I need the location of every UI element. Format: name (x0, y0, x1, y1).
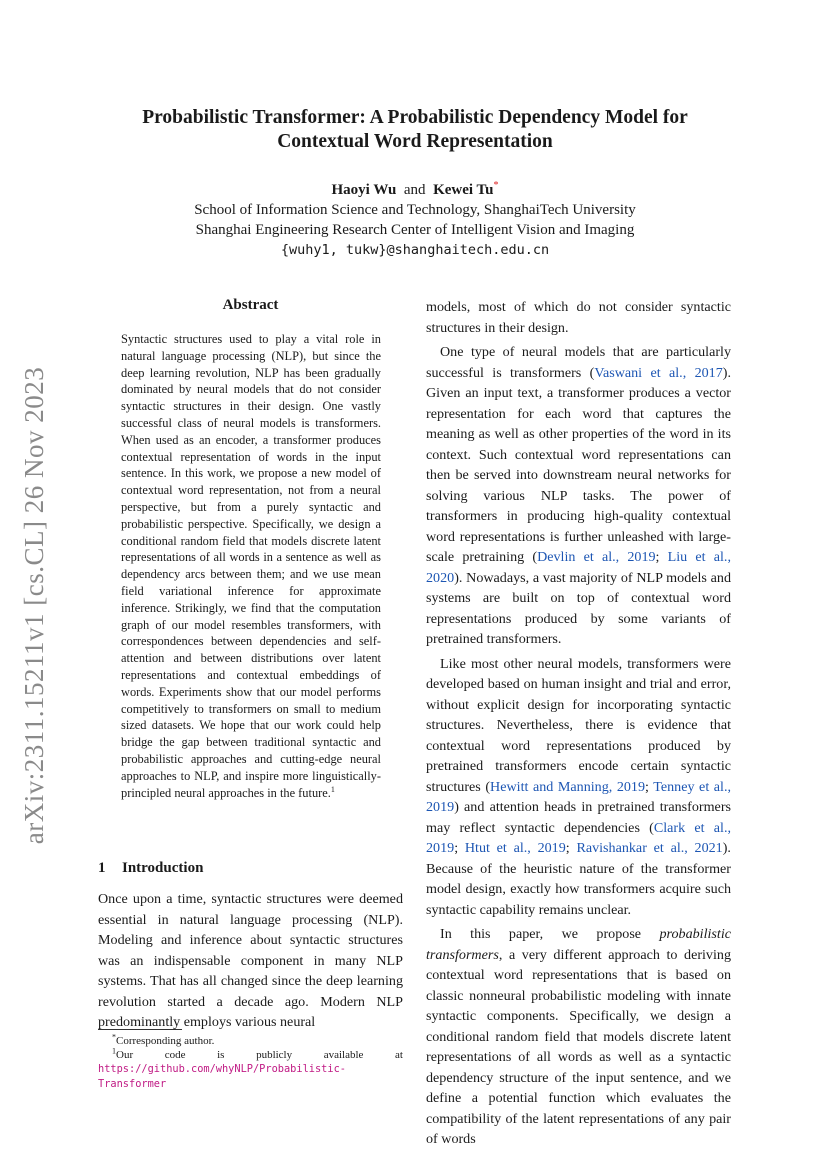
abstract-heading: Abstract (222, 297, 279, 313)
section-title: Introduction (122, 860, 204, 876)
title-line-1: Probabilistic Transformer: A Probabilistic Dependency Model for (142, 107, 688, 128)
p2-text-a: One type of neural models that are particularly successful is transformers ( (426, 344, 731, 381)
author-line (100, 176, 730, 200)
footnote-code-text: Our code is publicly available at (116, 1049, 403, 1062)
section-number: 1 (98, 860, 106, 876)
corresponding-mark[interactable]: * (493, 180, 499, 191)
intro-paragraph-left: Once upon a time, syntactic structures were deemed essential in natural language processing (NLP). Modeling and inference about syntactic structures was an indispensable component in many NLP systems. That has all changed since the deep learning revolution started a decade ago. Modern NLP predominantly employs various neural (98, 891, 403, 1030)
paper-title (100, 106, 730, 154)
footnotes (98, 1034, 403, 1091)
footnote-ref-1[interactable]: 1 (330, 784, 335, 794)
abstract-text: Syntactic structures used to play a vital role in natural language processing (NLP), but since the deep learning revolution, NLP has been gradually dominated by neural models that do not consider syntactic structures in their design. One vastly successful class of neural models is transformers. When used as an encoder, a transformer produces contextual representation of words in the input sentence. In this work, we propose a new model of contextual word representation, not from a neural perspective, but from a purely syntactic and probabilistic perspective. Specifically, we design a conditional random field that models discrete latent representations of all words in a sentence as well as dependency arcs between them; and we use mean field variational inference for approximate inference. Strikingly, we find that the computation graph of our model resembles transformers, with correspondences between dependencies and self-attention and between distributions over latent representations and contextual embeddings of words. Experiments show that our model performs competitively to transformers on small to medium sized datasets. We hope that our work could help bridge the gap between traditional syntactic and probabilistic approaches and cutting-edge neural approaches to NLP, and inspire more linguistically-principled neural approaches in the future. (121, 332, 381, 800)
right-paragraph-1: models, most of which do not consider syntactic structures in their design. (426, 299, 731, 336)
citation-link[interactable]: Clark et al., 2019 (426, 819, 731, 856)
right-column (426, 297, 731, 1154)
citation-link[interactable]: Ravishankar et al., 2021 (576, 840, 723, 856)
p4-emphasis: probabilistic transformers (426, 926, 731, 963)
abstract-body (121, 331, 381, 801)
affiliation-2: Shanghai Engineering Research Center of Intelligent Vision and Imaging (195, 222, 635, 238)
citation-link[interactable]: Vaswani et al., 2017 (594, 364, 723, 381)
citation-link[interactable]: Liu et al., 2020 (426, 549, 731, 586)
footnote-corresponding-text: Corresponding author. (116, 1035, 215, 1047)
citation-link[interactable]: Hewitt and Manning, 2019 (490, 778, 646, 795)
citation-sep: ; (645, 778, 654, 795)
title-line-2: Contextual Word Representation (277, 131, 553, 152)
section-heading-introduction (98, 860, 203, 877)
p3-text-b: ) and attention heads in pretrained transformers may reflect syntactic dependencies ( (426, 799, 731, 836)
author-email: {wuhy1, tukw}@shanghaitech.edu.cn (280, 242, 550, 258)
p2-text-b: ). Given an input text, a transformer produces a vector representation for each word that captures the meaning as well as other properties of the word in its context. Such contextual word representations can then be served into downstream neural networks for solving various NLP tasks. The power of transformers in producing high-quality contextual word representations is further unleashed with large-scale pretraining ( (426, 364, 731, 565)
p4-text-b: , a very different approach to deriving contextual word representations that is based on classic nonneural probabilistic modeling with innate syntactic components. Specifically, we design a conditional random field that models discrete latent representations of all words as well as a syntactic dependency structure of the input sentence, and we define a potential function which evaluates the compatibility of the latent representations of any pair of words (426, 946, 731, 1147)
right-paragraph-2 (426, 342, 731, 650)
citation-sep: ; (565, 840, 577, 856)
p2-text-c: ). Nowadays, a vast majority of NLP models and systems are built on top of contextual word representations produced by some variants of pretrained transformers. (426, 569, 731, 647)
footnote-corresponding (98, 1034, 403, 1048)
p3-text-c: ). Because of the heuristic nature of the transformer model design, exactly how transformers acquire such syntactic capability remains unclear. (426, 840, 731, 918)
p3-text-a: Like most other neural models, transformers were developed based on human insight and trial and error, without explicit design for incorporating syntactic structures. Nevertheless, there is evidence that contextual word representations produced by pretrained transformers encode certain syntactic structures ( (426, 655, 731, 795)
citation-sep: ; (655, 549, 668, 565)
footnote-code (98, 1048, 403, 1091)
author-1: Haoyi Wu (331, 182, 397, 198)
arxiv-identifier (14, 360, 56, 850)
author-2: Kewei Tu (433, 182, 494, 198)
citation-link[interactable]: Htut et al., 2019 (464, 840, 566, 856)
citation-sep: ; (454, 840, 465, 856)
author-block (100, 176, 730, 260)
p4-text-a: In this paper, we propose (440, 926, 660, 942)
affiliation-1: School of Information Science and Technology, ShanghaiTech University (194, 202, 636, 218)
right-paragraph-3 (426, 654, 731, 921)
footnote-rule (98, 1029, 182, 1030)
arxiv-identifier-text: arXiv:2311.15211v1 [cs.CL] 26 Nov 2023 (19, 366, 50, 844)
footnote-mark-star: * (112, 1032, 116, 1042)
right-paragraph-4 (426, 924, 731, 1150)
code-url-link[interactable]: https://github.com/whyNLP/Probabilistic-Transformer (98, 1063, 346, 1090)
author-and: and (403, 182, 426, 198)
footnote-mark-1: 1 (112, 1046, 116, 1056)
citation-link[interactable]: Tenney et al., 2019 (426, 778, 732, 815)
citation-link[interactable]: Devlin et al., 2019 (537, 549, 656, 565)
